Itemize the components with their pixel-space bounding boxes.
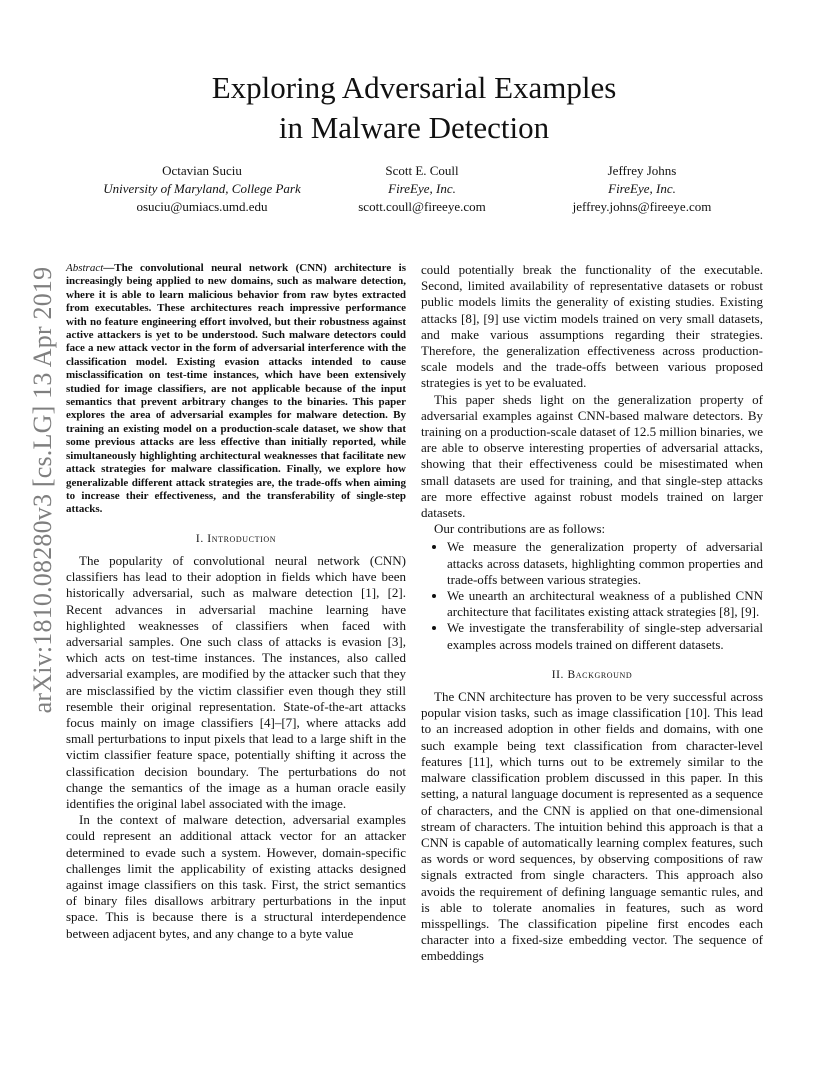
author-2 (312, 162, 532, 216)
contribution-item: • We unearth an architectural weakness of a published CNN architecture that facilitates existing attack strategies [8], [9]. (447, 588, 763, 620)
author-name: Scott E. Coull (385, 163, 459, 178)
right-column (421, 262, 763, 965)
author-name: Jeffrey Johns (607, 163, 677, 178)
author-email: jeffrey.johns@fireeye.com (572, 199, 712, 214)
contribution-item: • We investigate the transferability of single-step adversarial examples across models trained on different datasets. (447, 620, 763, 652)
arxiv-stamp: arXiv:1810.08280v3 [cs.LG] 13 Apr 2019 (28, 266, 57, 714)
background-paragraph-1: The CNN architecture has proven to be very successful across popular vision tasks, such as image classification [10]. This lead to an increased adoption in other fields and domains, with one such example being text classification from character-level features [11], which turns out to be extremely similar to the malware classification problem discussed in this paper. In this setting, a natural language document is represented as a sequence of characters, and the CNN is applied on that one-dimensional stream of characters. The intuition behind this approach is that a CNN is capable of automatically learning complex features, such as words or word sequences, by observing compositions of raw signals extracted from single characters. This approach also avoids the requirement of defining language semantic rules, and is able to tolerate anomalies in features, such as word misspellings. The classification pipeline first encodes each character into a fixed-size embedding vector. The sequence of embeddings (421, 689, 763, 964)
section-heading-background: II. Background (551, 668, 633, 681)
abstract (66, 262, 406, 517)
author-block (92, 162, 752, 216)
section-heading-introduction: I. Introduction (195, 532, 277, 545)
right-paragraph-1: could potentially break the functionality of the executable. Second, limited availability of representative datasets or robust public models limits the generality of existing studies. Existing attacks [8], [9] use victim models trained on very small datasets, and make various assumptions regarding their strategies. Therefore, the generalization effectiveness across production-scale models and the trade-offs between various proposed strategies is yet to be evaluated. (421, 262, 763, 391)
author-affiliation: FireEye, Inc. (388, 181, 456, 196)
author-email: scott.coull@fireeye.com (358, 199, 486, 214)
author-1 (92, 162, 312, 216)
author-affiliation: FireEye, Inc. (608, 181, 676, 196)
title-line-2: in Malware Detection (278, 110, 550, 145)
contribution-item: • We measure the generalization property of adversarial attacks across datasets, highlighting common properties and trade-offs between various strategies. (447, 539, 763, 588)
right-paragraph-2: This paper sheds light on the generalization property of adversarial examples against CNN-based malware detectors. By training on a production-scale dataset of 12.5 million binaries, we are able to observe interesting properties of adversarial attacks, showing that their effectiveness could be misestimated when small datasets are used for training, and that single-step attacks are more effective against robust models trained on larger datasets. (421, 391, 763, 521)
author-3 (532, 162, 752, 216)
abstract-text: —The convolutional neural network (CNN) architecture is increasingly being applied to new domains, such as malware detection, where it is able to learn malicious behavior from raw bytes extracted from executables. These architectures reach impressive performance with no feature engineering effort involved, but their robustness against active attackers is yet to be understood. Such malware detectors could face a new attack vector in the form of adversarial interference with the classification model. Existing evasion attacks intended to cause misclassification on test-time instances, which have been extensively studied for image classifiers, are not applicable because of the input semantics that prevent arbitrary changes to the binaries. This paper explores the area of adversarial examples for malware detection. By training an existing model on a production-scale dataset, we show that some previous attacks are less effective than initially reported, while simultaneously highlighting architectural weaknesses that facilitate new attack strategies for malware classification. Finally, we explore how generalizable different attack strategies are, the trade-offs when aiming to increase their effectiveness, and the transferability of single-step attacks. (66, 262, 406, 516)
paper-title (0, 68, 828, 148)
intro-paragraph-2: In the context of malware detection, adversarial examples could represent an additional attack vector for an attacker determined to evade such a system. However, domain-specific challenges limit the applicability of existing attacks designed against image classifiers on this task. First, the strict semantics of binary files disallows arbitrary perturbations in the input space. This is because there is a structural interdependence between adjacent bytes, and any change to a byte value (66, 812, 406, 941)
contributions-list (421, 539, 763, 652)
intro-paragraph-1: The popularity of convolutional neural network (CNN) classifiers has lead to their adoption in fields which have been historically adversarial, such as malware detection [1], [2]. Recent advances in adversarial machine learning have highlighted weaknesses of classifiers when faced with adversarial samples. One such class of attacks is evasion [3], which acts on test-time instances. The instances, also called adversarial examples, are modified by the attacker such that they are misclassified by the victim classifier even though they still resemble their original representation. State-of-the-art attacks focus mainly on image classifiers [4]–[7], where attacks add small perturbations to input pixels that lead to a large shift in the victim classifier feature space, potentially shifting it across the classification decision boundary. The perturbations do not change the semantics of the image as a human oracle easily identifies the original label associated with the image. (66, 552, 406, 811)
title-line-1: Exploring Adversarial Examples (211, 70, 617, 105)
author-affiliation: University of Maryland, College Park (103, 181, 301, 196)
left-column (66, 262, 406, 942)
right-paragraph-3: Our contributions are as follows: (434, 521, 606, 537)
author-name: Octavian Suciu (162, 163, 242, 178)
abstract-label: Abstract (66, 262, 104, 274)
author-email: osuciu@umiacs.umd.edu (136, 199, 268, 214)
